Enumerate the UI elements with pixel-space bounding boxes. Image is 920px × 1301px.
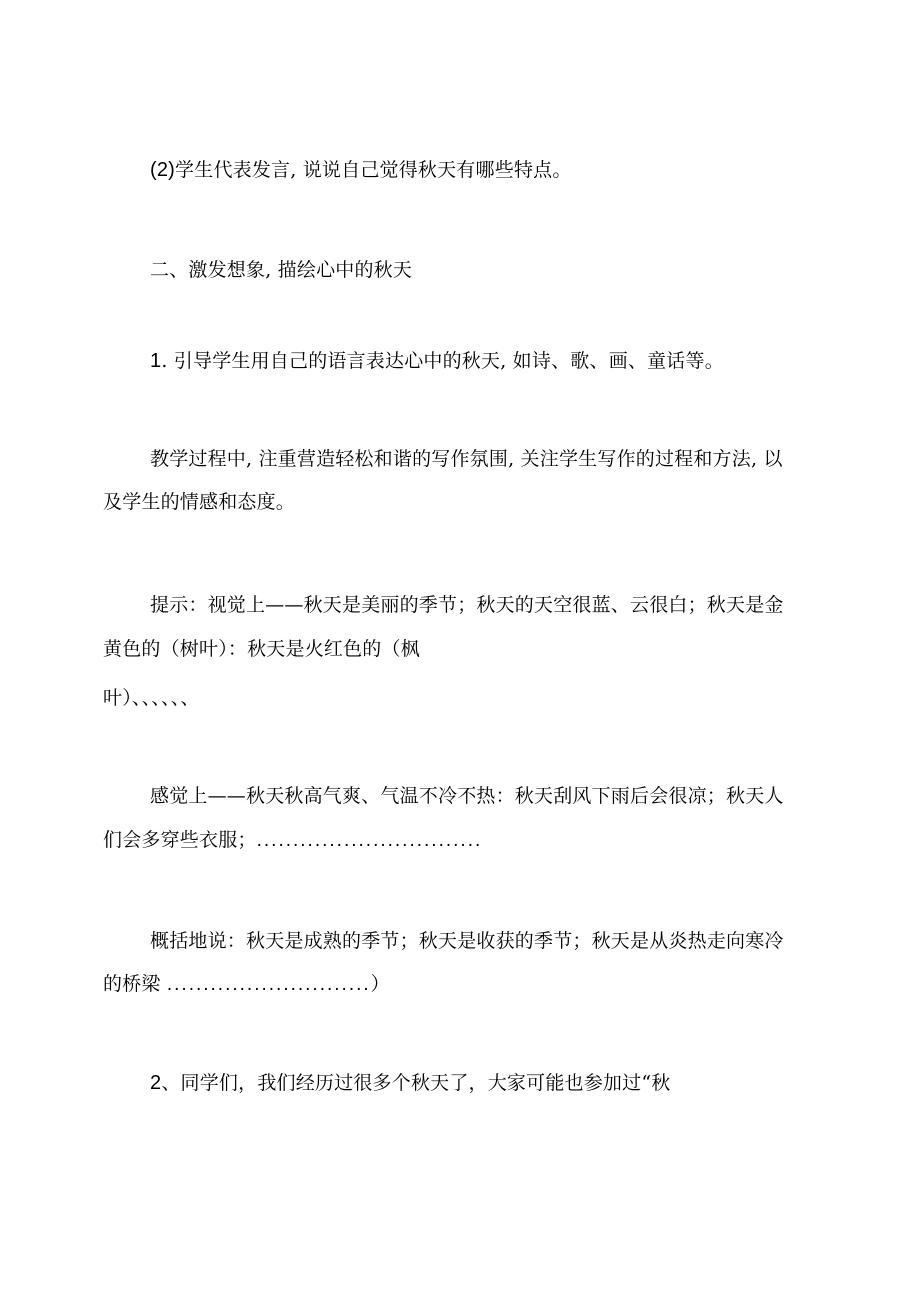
- paragraph-text: 们会多穿些衣服；: [103, 829, 257, 851]
- ellipsis-dots: ...............................: [256, 830, 483, 851]
- item-number: 1: [150, 350, 162, 372]
- paragraph-text: 的桥梁: [103, 973, 161, 995]
- paragraph-hint-line-1: 提示：视觉上——秋天是美丽的季节；秋天的天空很蓝、云很白；秋天是金: [150, 594, 784, 616]
- paragraph-summary-line-1: 概括地说：秋天是成熟的季节；秋天是收获的季节；秋天是从炎热走向寒冷: [150, 930, 784, 952]
- closing-paren: ）: [370, 973, 390, 995]
- ellipsis-dots: ............................: [166, 974, 371, 995]
- paragraph-teaching-line-1: 教学过程中, 注重营造轻松和谐的写作氛围, 关注学生写作的过程和方法, 以: [150, 448, 783, 470]
- paragraph-teaching-line-2: 及学生的情感和态度。: [103, 491, 296, 513]
- paragraph-student-speech: [150, 158, 572, 182]
- section-heading-2: 二、激发想象, 描绘心中的秋天: [150, 259, 413, 281]
- paragraph-hint-line-3: 叶）、、、、、、: [103, 687, 200, 709]
- paragraph-item-2: [150, 1071, 670, 1095]
- paragraph-text: . 引导学生用自己的语言表达心中的秋天, 如诗、歌、画、童话等。: [161, 350, 724, 372]
- paragraph-hint-line-2: 黄色的（树叶）：秋天是火红色的（枫: [103, 638, 420, 660]
- paragraph-text: 学生代表发言, 说说自己觉得秋天有哪些特点。: [175, 159, 572, 181]
- paragraph-feeling-line-1: 感觉上——秋天秋高气爽、气温不冷不热：秋天刮风下雨后会很凉；秋天人: [150, 785, 784, 807]
- paragraph-text: 、同学们，我们经历过很多个秋天了，大家可能也参加过“秋: [161, 1072, 671, 1094]
- item-number: 2: [150, 1072, 162, 1094]
- paragraph-feeling-line-2: [103, 828, 482, 853]
- paragraph-summary-line-2: [103, 972, 390, 997]
- paragraph-item-1: [150, 349, 724, 373]
- item-number: (2): [150, 159, 176, 181]
